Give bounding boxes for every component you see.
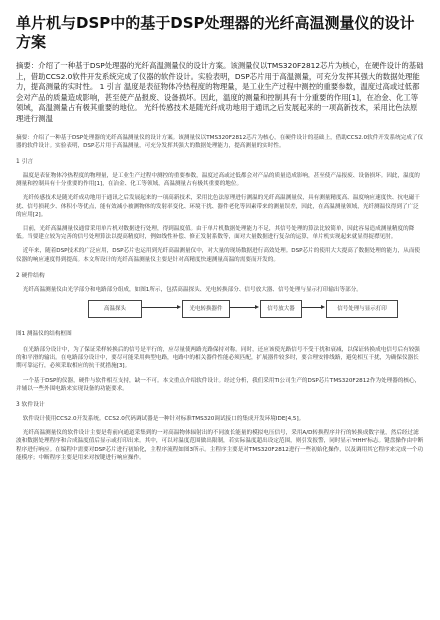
section-heading-intro: 1 引言 [16, 158, 34, 165]
abstract-summary: 摘要：介绍了一种基于DSP处理器的光纤高温测量仪的设计方案。该测量仪以TMS320F2812芯片为核心，在硬件设计的基础上，借助CCS2.0软件开发系统完成了仪器的软件设计。实验表明，DSP芯片用于高温测量，可充分发挥其强大的数据处理能力，提高测量的实时性。 1 引言 温度是表征物体冷热程度的物理量，是工业生产过程中测控的重要参数，温度过高或过低都会对产品的质量造成影响，甚至使产品报废、设备损坏。因此，温度的测量和控制具有十分重要的作用[1]，在冶金、化工等领域，高温测量占有极其重要的地位。 光纤传感技术是随光纤成功地用于通讯之后发展起来的一项高新技术，采用比色法原理进行测温 [16, 61, 424, 123]
diagram-box-processing: 信号处理与显示打印 [326, 300, 398, 318]
paragraph: 软件设计使用CCS2.0开发系统。CCS2.0代码调试器是一种针对标准TMS320调试接口的集成开发环境IDE[4,5]。 [22, 416, 305, 423]
paragraph: 温度是表征物体冷热程度的物理量，是工业生产过程中测控的重要参数，温度过高或过低都会对产品的质量造成影响，甚至使产品报废、设备损坏。因此，温度的测量和控制具有十分重要的作用[1]，在冶金、化工等领域，高温测量占有极其重要的地位。 [16, 172, 420, 188]
diagram-box-amplifier: 信号放大器 [260, 300, 302, 318]
diagram-box-probe: 高温探头 [88, 300, 142, 318]
abstract-text: 摘要：介绍了一种基于DSP处理器的光纤高温测量仪的设计方案。该测量仪以TMS320F2812芯片为核心，在硬件设计的基础上，借助CCS2.0软件开发系统完成了仪器的软件设计。实验表明，DSP芯片用于高温测量，可充分发挥其强大的数据处理能力，提高测量的实时性。 [16, 134, 424, 149]
figure-caption: 图1 测温仪的结构框图 [16, 331, 72, 337]
page-title: 单片机与DSP中的基于DSP处理器的光纤高温测量仪的设计方案 [16, 14, 415, 51]
arrow-icon [302, 307, 322, 308]
section-heading-software: 3 软件设计 [16, 402, 45, 409]
paragraph: 光纤传感技术是随光纤成功地用于通讯之后发展起来的一项高新技术，采用比色法原理进行测温的光纤高温测量仪，具有测量精度高、温度响应速度快、抗电磁干扰、信号损耗少、体积小等优点，能有效减小被测物体的发射率变化、环境干扰、器件老化等因素带来的测量误差，因此，在高温测量领域，光纤测温仪得到了广泛的应用[2]。 [16, 195, 420, 218]
paragraph: 一个基于DSP的仪器，硬件与软件相互支持，缺一不可。本文重点介绍软件设计。经过分析，我们采用TI公司生产的DSP芯片TMS320F2812作为处理器的核心，并辅以一些外围电路来实现设备的功能要求。 [16, 377, 421, 392]
paragraph: 近年来，随着DSP技术的广泛应用，DSP芯片也运用到光纤高温测量仪中，对大量的现场数据进行高效处理。DSP芯片的使用大大提高了数据处理的能力，从而使仪器的响应速度得到提高。本文所设计的光纤高温测量仪主要是针对高精度快速测量高温的需要而开发的。 [16, 248, 421, 263]
section-heading-hardware: 2 硬件结构 [16, 272, 45, 279]
paragraph: 在光路部分设计中，为了保证采样转换后的信号是平行的，应尽量使两路光路保持对称。同时，还应该使光路信号不受干扰和衰减，以保证转换成电信号后有较强的和平滑的输出。在电路部分设计中，要尽可能采用典型电路，电路中的相关器件性能必须匹配，扩展器件较多时，要合理安排线路，避免相互干扰，为确保仪器长期可靠运行，必须采取相应的抗干扰措施[3]。 [16, 347, 420, 370]
paragraph: 光纤高温测量仪由光学部分和电路部分组成，如图1所示，包括高温探头、光电转换部分、信号放大器、信号处理与显示打印输出等部分。 [22, 286, 362, 293]
block-diagram [16, 300, 424, 322]
arrow-icon [142, 307, 178, 308]
arrow-icon [230, 307, 256, 308]
paragraph: 目前，光纤高温测量仪通常采用单片机对数据进行处理，得到温度值。由于单片机数据处理能力不足，其信号处理的算法比较简单，因此容易造成测量精度的降低。当要建立较为完善的信号处理算法以提高精度时，例如线性补偿、修正发射系数等，面对大量数据进行复杂的运算，单片机实现起来就显得捉襟见肘。 [16, 225, 415, 241]
diagram-box-converter: 光电转换器件 [182, 300, 230, 318]
paragraph: 光纤高温测量仪的软件设计主要是将前向通道采集到的一对高温物体辐射出的不同波长能量的模拟电压信号，采用A/D转换程序并行的转换成数字量，然后经过滤波和数据处理程序和合成温度值后显示或打印出来。其中，可以对温度范围做出限制，若实际温度超出设定范围，则引发报警，同时显示'HHH'标志。键盘操作由中断程序进行响应。在编程中需要对DSP芯片进行初始化，主程序流程如图3所示。主程序主要是对TMS320F2812进行一些初始化操作，以及调用其它程序来完成一个功能模序；中断程序主要是用来对按键进行响应操作。 [16, 430, 424, 461]
